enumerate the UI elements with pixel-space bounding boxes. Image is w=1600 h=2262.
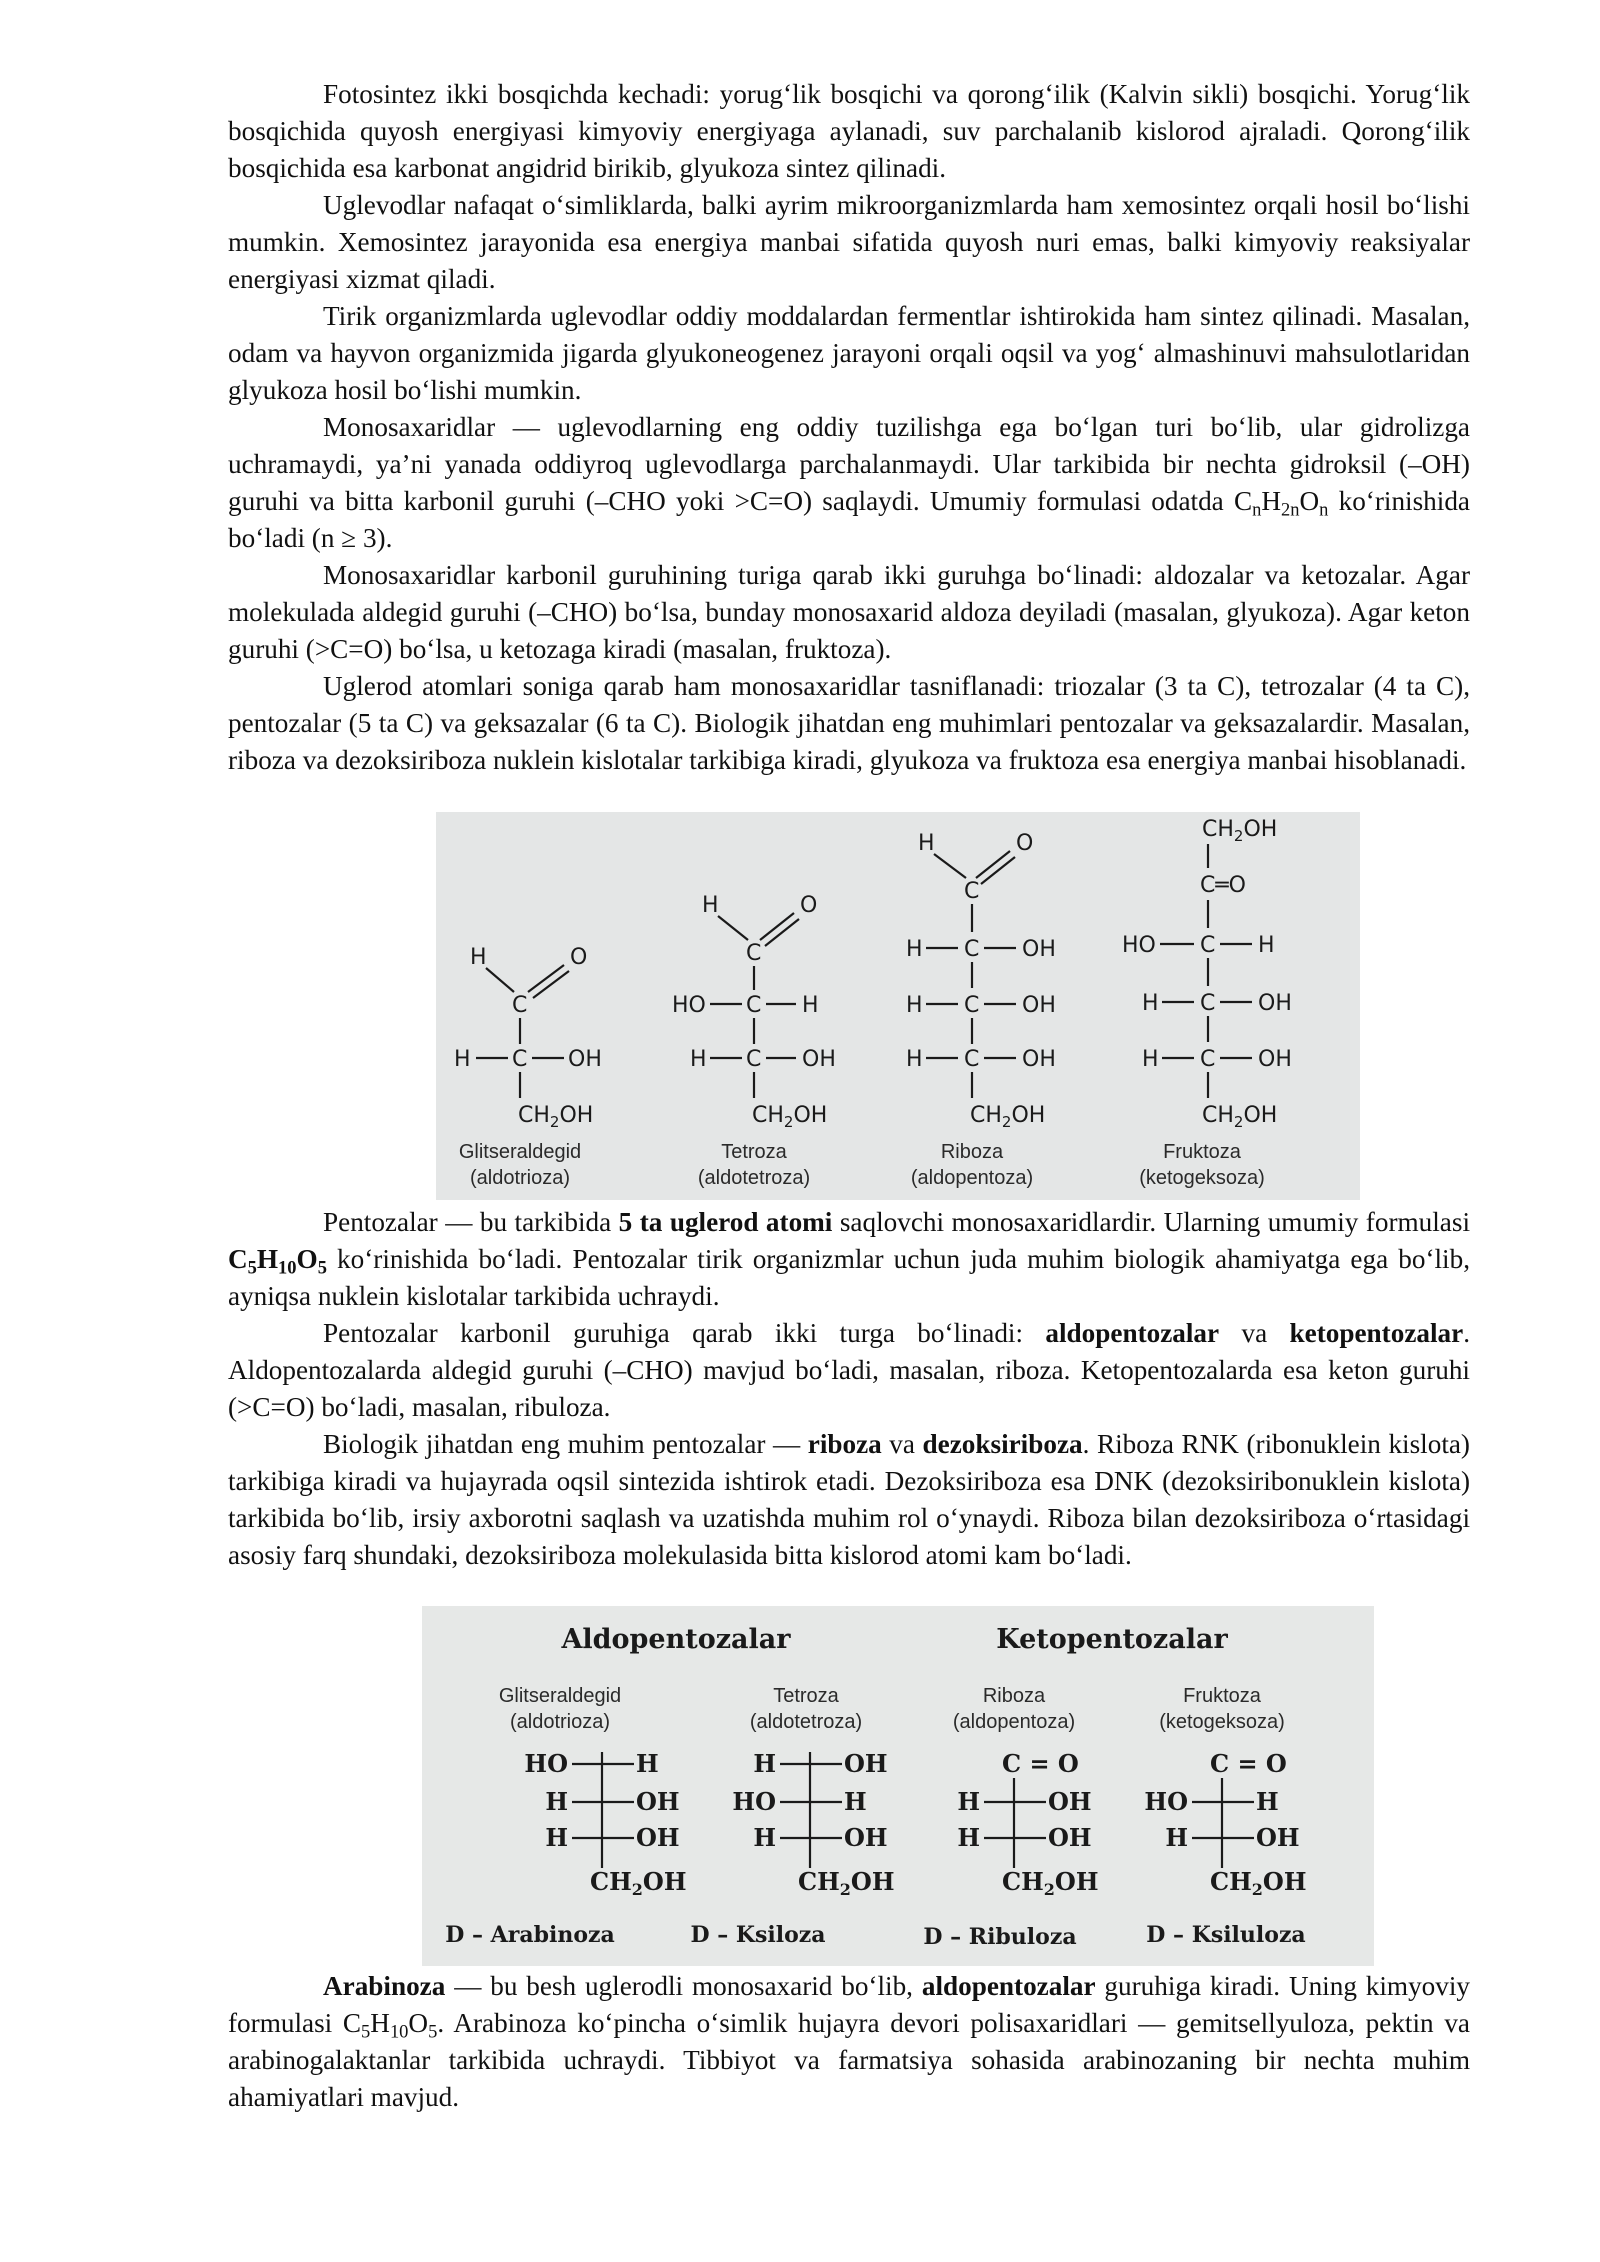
formula-part: C: [342, 2008, 362, 2038]
text-run: Monosaxaridlar — uglevodlarning eng oddiy tuzilishga ega bo‘lgan turi bo‘lib, ular gidrolizga uchramaydi, ya’ni yanada oddiyroq uglevodlarga parchalanmaydi. Ular tarkibida bir nechta gidroksil (–OH) guruhi va bitta karbonil guruhi (–CHO yoki >C=O) saqlaydi. Umumiy formulasi odatda: [228, 412, 1470, 516]
text-run: va: [881, 1429, 923, 1459]
group-heading-aldopentoses: Aldopentozalar: [561, 1624, 791, 1655]
figure-caption: Fruktoza: [1163, 1141, 1241, 1163]
atom-label: C: [964, 993, 980, 1018]
figure-caption: (aldotetroza): [697, 1167, 811, 1189]
atom-label: HO: [672, 993, 706, 1018]
atom-label: H: [1256, 1787, 1279, 1816]
ch2oh-label: $CH_2OH$: [518, 1103, 594, 1131]
atom-label: HO: [1144, 1787, 1188, 1816]
bold-run: ketopentozalar: [1289, 1318, 1464, 1348]
ribulose-fischer: [957, 1749, 1098, 1899]
atom-label: C = O: [1002, 1749, 1079, 1778]
atom-label: OH: [1258, 1047, 1292, 1072]
ch2oh-label: $CH_2OH$: [752, 1103, 828, 1131]
atom-label: O: [800, 893, 818, 918]
atom-label: H: [906, 937, 923, 962]
atom-label: H: [545, 1787, 568, 1816]
bold-run: Arabinoza: [323, 1971, 446, 2001]
tetrose-structure: [672, 893, 836, 1131]
figure-caption: Tetroza: [721, 1141, 787, 1163]
atom-label: OH: [1258, 991, 1292, 1016]
text-run: Pentozalar — bu tarkibida: [323, 1207, 619, 1237]
atom-label: H: [753, 1823, 776, 1852]
sugar-name-xylulose: D – Ksiluloza: [1146, 1922, 1306, 1948]
text-run: . Arabinoza ko‘pincha o‘simlik hujayra devori polisaxaridlari — gemitsellyuloza, pektin va arabinogalaktanlar tarkibida uchraydi. Tibbiyot va farmatsiya sohasida arabinozaning bir nechta muhim ahamiyatlari mavjud.: [228, 2008, 1470, 2112]
formula-sub: 5: [428, 2021, 438, 2042]
atom-label: OH: [1022, 1047, 1056, 1072]
formula-part: C: [1233, 486, 1253, 516]
sugar-name-xylose: D – Ksiloza: [690, 1922, 826, 1948]
figure-caption: Riboza: [982, 1685, 1046, 1707]
atom-label: C: [964, 879, 980, 904]
sugar-name-arabinose: D – Arabinoza: [445, 1922, 615, 1948]
xylulose-fischer: [1144, 1749, 1306, 1899]
formula-sub: 5: [361, 2021, 371, 2042]
atom-label: OH: [844, 1749, 888, 1778]
formula-sub: 5: [317, 1257, 327, 1278]
text-run: Pentozalar karbonil guruhiga qarab ikki turga bo‘linadi:: [323, 1318, 1046, 1348]
structures-svg: [436, 812, 1360, 1200]
atom-label: HO: [732, 1787, 776, 1816]
atom-label: H: [1258, 933, 1275, 958]
atom-label: OH: [1048, 1823, 1092, 1852]
atom-label: H: [844, 1787, 867, 1816]
atom-label: H: [545, 1823, 568, 1852]
atom-label: H: [753, 1749, 776, 1778]
bold-run: dezoksiriboza: [922, 1429, 1083, 1459]
formula-part: O: [408, 2008, 429, 2038]
atom-label: OH: [1256, 1823, 1300, 1852]
atom-label: OH: [636, 1823, 680, 1852]
formula-part: H: [256, 1244, 279, 1274]
ch2oh-label: $CH_2OH$: [970, 1103, 1046, 1131]
atom-label: C: [746, 993, 762, 1018]
pentose-formula: [228, 1244, 327, 1278]
ribose-structure: [906, 831, 1056, 1131]
ch2oh-label: $CH_2OH$: [798, 1867, 895, 1899]
figure-caption: Fruktoza: [1183, 1685, 1261, 1707]
atom-label: H: [957, 1787, 980, 1816]
paragraph-photosynthesis: Fotosintez ikki bosqichda kechadi: yorug‘lik bosqichi va qorong‘ilik (Kalvin sikli) bosqichi. Yorug‘lik bosqichida quyosh energiyasi kimyoviy energiyaga aylanadi, suv parchalanib kislorod ajraladi. Qorong‘ilik bosqichida esa karbonat angidrid birikib, glyukoza sintez qilinadi.: [228, 79, 1470, 183]
atom-label: C: [964, 937, 980, 962]
figure-caption: Tetroza: [773, 1685, 839, 1707]
figure-caption: Glitseraldegid: [498, 1685, 622, 1707]
text-run: ko‘rinishida bo‘ladi. Pentozalar tirik organizmlar uchun juda muhim biologik ahamiyatga ega bo‘lib, ayniqsa nuklein kislotalar tarkibida uchraydi.: [228, 1244, 1470, 1311]
arabinose-fischer: [524, 1749, 686, 1899]
fructose-structure: [1122, 817, 1292, 1131]
paragraph-pentose-types: [228, 1315, 1470, 1426]
paragraph-arabinose: [228, 1968, 1470, 2116]
text-run: — bu besh uglerodli monosaxarid bo‘lib,: [445, 1971, 922, 2001]
paragraph-aldoses-ketoses: Monosaxaridlar karbonil guruhining turiga qarab ikki guruhga bo‘linadi: aldozalar va ketozalar. Agar molekulada aldegid guruhi (–CHO) bo‘lsa, bunday monosaxarid aldoza deyiladi (masalan, glyukoza). Agar keton guruhi (>C=O) bo‘lsa, u ketozaga kiradi (masalan, fruktoza).: [228, 560, 1470, 664]
text-run: ko‘rinishida bo‘ladi (n ≥ 3).: [228, 486, 1470, 553]
bold-run: riboza: [807, 1429, 882, 1459]
atom-label: H: [1142, 1047, 1159, 1072]
atom-label: OH: [636, 1787, 680, 1816]
paragraph-ribose-deoxyribose: [228, 1426, 1470, 1574]
atom-label: C = O: [1210, 1749, 1287, 1778]
atom-label: C: [1200, 1047, 1216, 1072]
atom-label: C: [1200, 933, 1216, 958]
group-heading-ketopentoses: Ketopentozalar: [996, 1624, 1228, 1655]
atom-label: H: [1165, 1823, 1188, 1852]
atom-label: C: [1200, 991, 1216, 1016]
xylose-fischer: [732, 1749, 894, 1899]
ch2oh-label: $CH_2OH$: [1002, 1867, 1099, 1899]
text-run: va: [1219, 1318, 1290, 1348]
bold-run: aldopentozalar: [921, 1971, 1096, 2001]
atom-label: OH: [1048, 1787, 1092, 1816]
formula-sub: n: [1252, 499, 1262, 520]
formula-sub: 2n: [1281, 499, 1300, 520]
figure-caption: (aldopentoza): [910, 1167, 1034, 1189]
figure-caption: (aldotetroza): [749, 1711, 863, 1733]
figure-caption: (aldotrioza): [509, 1711, 611, 1733]
formula-part: H: [370, 2008, 390, 2038]
paragraph-gluconeogenesis: Tirik organizmlarda uglevodlar oddiy moddalardan fermentlar ishtirokida ham sintez qilinadi. Masalan, odam va hayvon organizmida jigarda glyukoneogenez jarayoni orqali oqsil va yog‘ almashinuvi mahsulotlaridan glyukoza hosil bo‘lishi mumkin.: [228, 301, 1470, 405]
arabinose-formula: [342, 2008, 438, 2042]
bold-run: aldopentozalar: [1045, 1318, 1220, 1348]
paragraph-classification: Uglerod atomlari soniga qarab ham monosaxaridlar tasniflanadi: triozalar (3 ta C), tetrozalar (4 ta C), pentozalar (5 ta C) va geksazalar (6 ta C). Biologik jihatdan eng muhimlari pentozalar va geksazalardir. Masalan, riboza va dezoksiriboza nuklein kislotalar tarkibiga kiradi, glyukoza va fruktoza esa energiya manbai hisoblanadi.: [228, 671, 1470, 775]
atom-label: H: [802, 993, 819, 1018]
figure-monosaccharide-structures: [436, 812, 1360, 1200]
atom-label: H: [957, 1823, 980, 1852]
formula-part: O: [296, 1244, 318, 1274]
general-formula: [1233, 486, 1329, 520]
atom-label: C: [512, 1047, 528, 1072]
atom-label: HO: [524, 1749, 568, 1778]
atom-label: OH: [568, 1047, 602, 1072]
formula-part: O: [1299, 486, 1320, 516]
sugar-name-ribulose: D – Ribuloza: [923, 1924, 1077, 1950]
formula-sub: 10: [278, 1257, 297, 1278]
atom-label: O: [570, 945, 588, 970]
atom-label: C═O: [1200, 873, 1246, 898]
atom-label: H: [1142, 991, 1159, 1016]
ch2oh-label: $CH_2OH$: [590, 1867, 687, 1899]
text-run: guruhiga kiradi. Uning kimyoviy formulasi: [228, 1971, 1470, 2038]
atom-label: C: [746, 941, 762, 966]
atom-label: H: [918, 831, 935, 856]
atom-label: OH: [802, 1047, 836, 1072]
atom-label: H: [906, 993, 923, 1018]
atom-label: OH: [1022, 937, 1056, 962]
atom-label: H: [454, 1047, 471, 1072]
ch2oh-label: $CH_2OH$: [1202, 817, 1278, 845]
text-run: Biologik jihatdan eng muhim pentozalar —: [323, 1429, 808, 1459]
formula-sub: 5: [247, 1257, 257, 1278]
text-run: . Aldopentozalarda aldegid guruhi (–CHO) mavjud bo‘ladi, masalan, riboza. Ketopentozalarda esa keton guruhi (>C=O) bo‘ladi, masalan, ribuloza.: [228, 1318, 1470, 1422]
formula-part: C: [228, 1244, 248, 1274]
atom-label: H: [690, 1047, 707, 1072]
formula-sub: 10: [389, 2021, 409, 2042]
atom-label: OH: [844, 1823, 888, 1852]
text-run: saqlovchi monosaxaridlardir. Ularning umumiy formulasi: [832, 1207, 1471, 1237]
figure-caption: Riboza: [940, 1141, 1004, 1163]
atom-label: OH: [1022, 993, 1056, 1018]
ch2oh-label: $CH_2OH$: [1210, 1867, 1307, 1899]
atom-label: C: [512, 993, 528, 1018]
atom-label: H: [470, 945, 487, 970]
bold-run: 5 ta uglerod atomi: [618, 1207, 833, 1237]
figure-caption: (aldopentoza): [952, 1711, 1076, 1733]
fischer-svg: [422, 1606, 1374, 1966]
figure-pentose-fischer: [422, 1606, 1374, 1966]
paragraph-chemosynthesis: Uglevodlar nafaqat o‘simliklarda, balki ayrim mikroorganizmlarda ham xemosintez orqali hosil bo‘lishi mumkin. Xemosintez jarayonida esa energiya manbai sifatida quyosh nuri emas, balki kimyoviy reaksiyalar energiyasi xizmat qiladi.: [228, 190, 1470, 294]
paragraph-pentoses: [228, 1204, 1470, 1315]
atom-label: HO: [1122, 933, 1156, 958]
glyceraldehyde-structure: [454, 945, 602, 1131]
atom-label: H: [636, 1749, 659, 1778]
figure-caption: (ketogeksoza): [1139, 1167, 1265, 1189]
figure-caption: Glitseraldegid: [458, 1141, 582, 1163]
atom-label: C: [746, 1047, 762, 1072]
atom-label: O: [1016, 831, 1034, 856]
figure-caption: (ketogeksoza): [1159, 1711, 1285, 1733]
atom-label: H: [906, 1047, 923, 1072]
atom-label: H: [702, 893, 719, 918]
figure-caption: (aldotrioza): [469, 1167, 571, 1189]
formula-sub: n: [1319, 499, 1329, 520]
formula-part: H: [1261, 486, 1281, 516]
atom-label: C: [964, 1047, 980, 1072]
paragraph-monosaccharides: [228, 409, 1470, 557]
text-run: . Riboza RNK (ribonuklein kislota) tarkibiga kiradi va hujayrada oqsil sintezida ishtirok etadi. Dezoksiriboza esa DNK (dezoksiribonuklein kislota) tarkibida bo‘lib, irsiy axborotni saqlash va uzatishda muhim rol o‘ynaydi. Riboza bilan dezoksiriboza o‘rtasidagi asosiy farq shundaki, dezoksiriboza molekulasida bitta kislorod atomi kam bo‘ladi.: [228, 1429, 1470, 1570]
ch2oh-label: $CH_2OH$: [1202, 1103, 1278, 1131]
